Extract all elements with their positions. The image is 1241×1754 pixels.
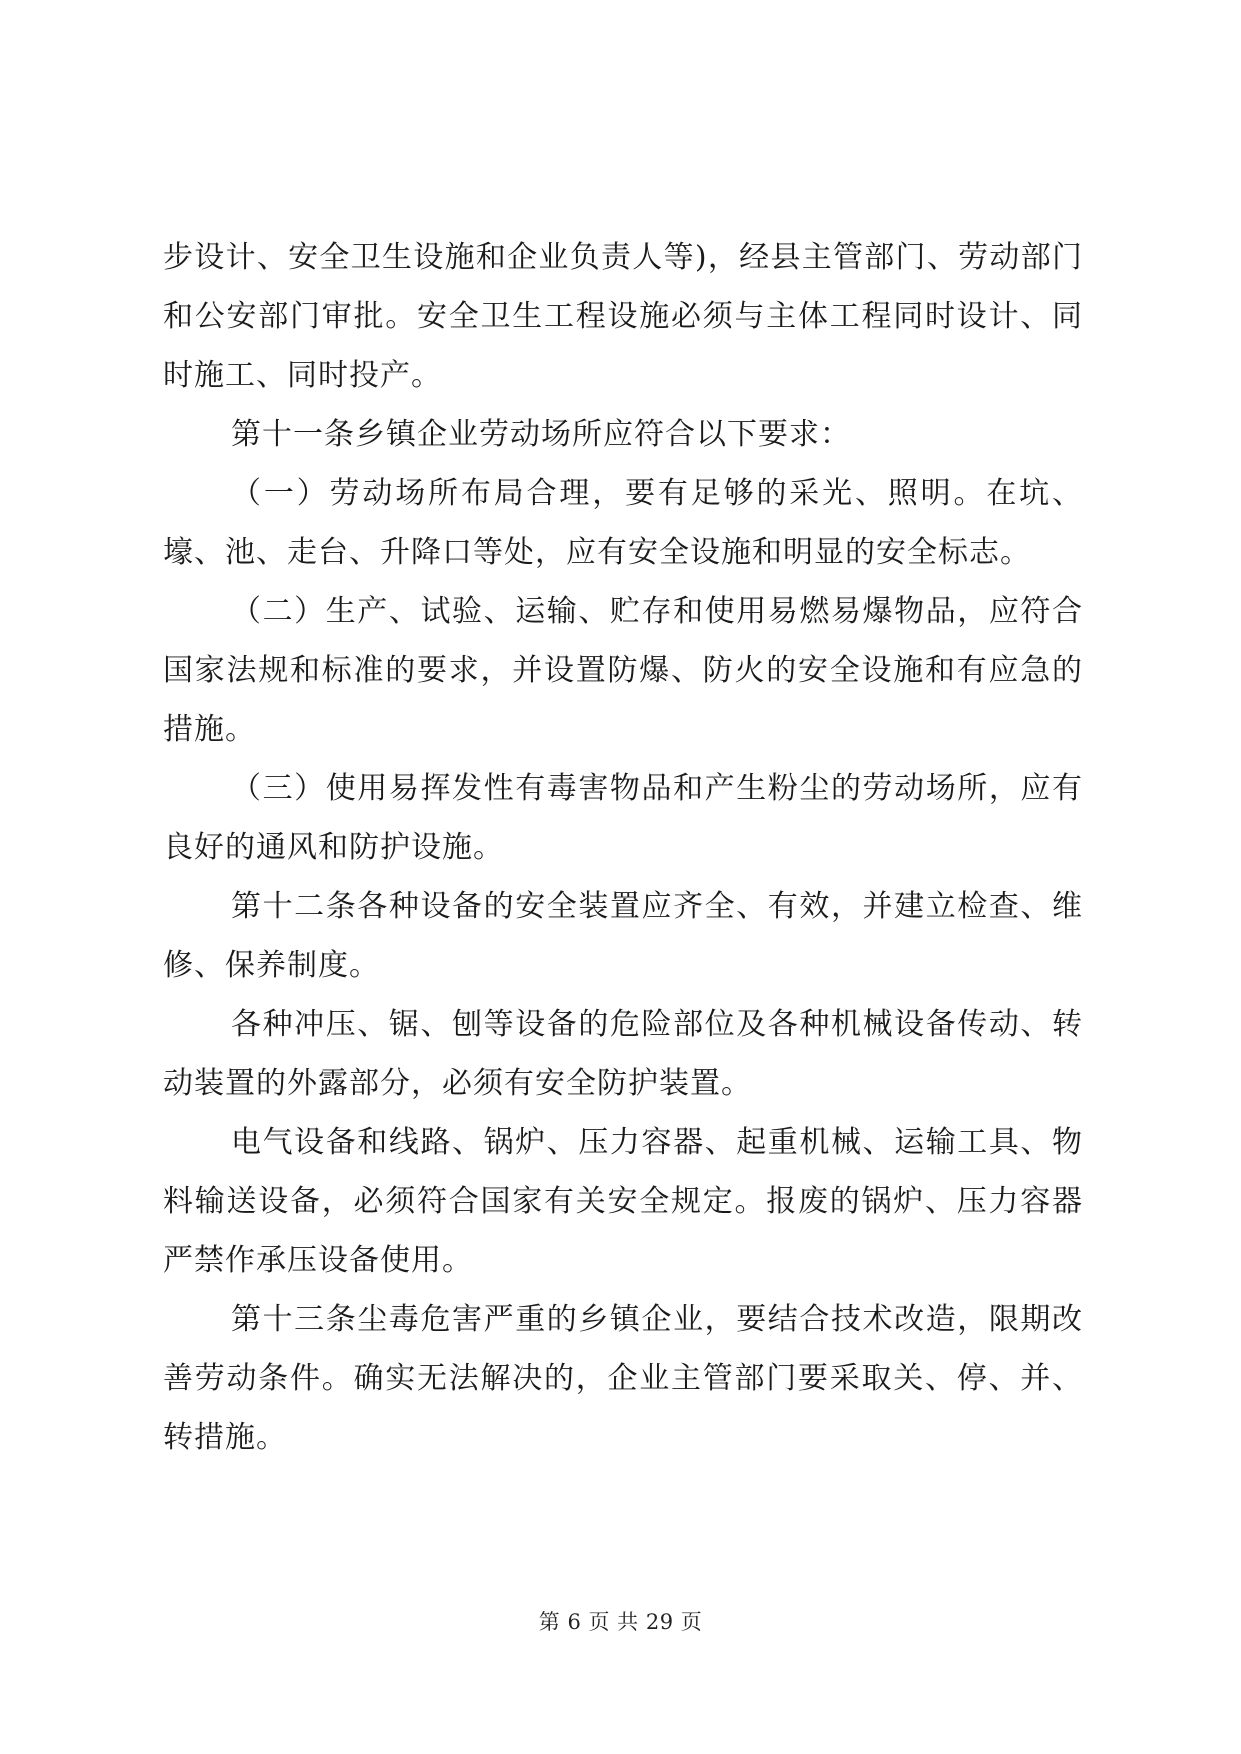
paragraph-item-3: （三）使用易挥发性有毒害物品和产生粉尘的劳动场所，应有良好的通风和防护设施。: [163, 771, 1083, 865]
paragraph-article-12: 第十二条各种设备的安全装置应齐全、有效，并建立检查、维修、保养制度。: [163, 889, 1083, 983]
paragraph-continuation: 步设计、安全卫生设施和企业负责人等)，经县主管部门、劳动部门和公安部门审批。安全卫生工程设施必须与主体工程同时设计、同时施工、同时投产。: [163, 240, 1083, 393]
page-footer: 第 6 页 共 29 页: [538, 1610, 703, 1634]
document-body: [163, 228, 1083, 1467]
paragraph-item-1: （一）劳动场所布局合理，要有足够的采光、照明。在坑、壕、池、走台、升降口等处，应有安全设施和明显的安全标志。: [163, 476, 1083, 570]
paragraph-electrical-equipment: 电气设备和线路、锅炉、压力容器、起重机械、运输工具、物料输送设备，必须符合国家有关安全规定。报废的锅炉、压力容器严禁作承压设备使用。: [163, 1125, 1083, 1278]
paragraph-stamping-equipment: 各种冲压、锯、刨等设备的危险部位及各种机械设备传动、转动装置的外露部分，必须有安全防护装置。: [163, 1007, 1083, 1101]
paragraph-item-2: （二）生产、试验、运输、贮存和使用易燃易爆物品，应符合国家法规和标准的要求，并设置防爆、防火的安全设施和有应急的措施。: [163, 594, 1083, 747]
paragraph-article-11: 第十一条乡镇企业劳动场所应符合以下要求：: [231, 417, 851, 452]
paragraph-article-13: 第十三条尘毒危害严重的乡镇企业，要结合技术改造，限期改善劳动条件。确实无法解决的，企业主管部门要采取关、停、并、转措施。: [163, 1302, 1083, 1455]
